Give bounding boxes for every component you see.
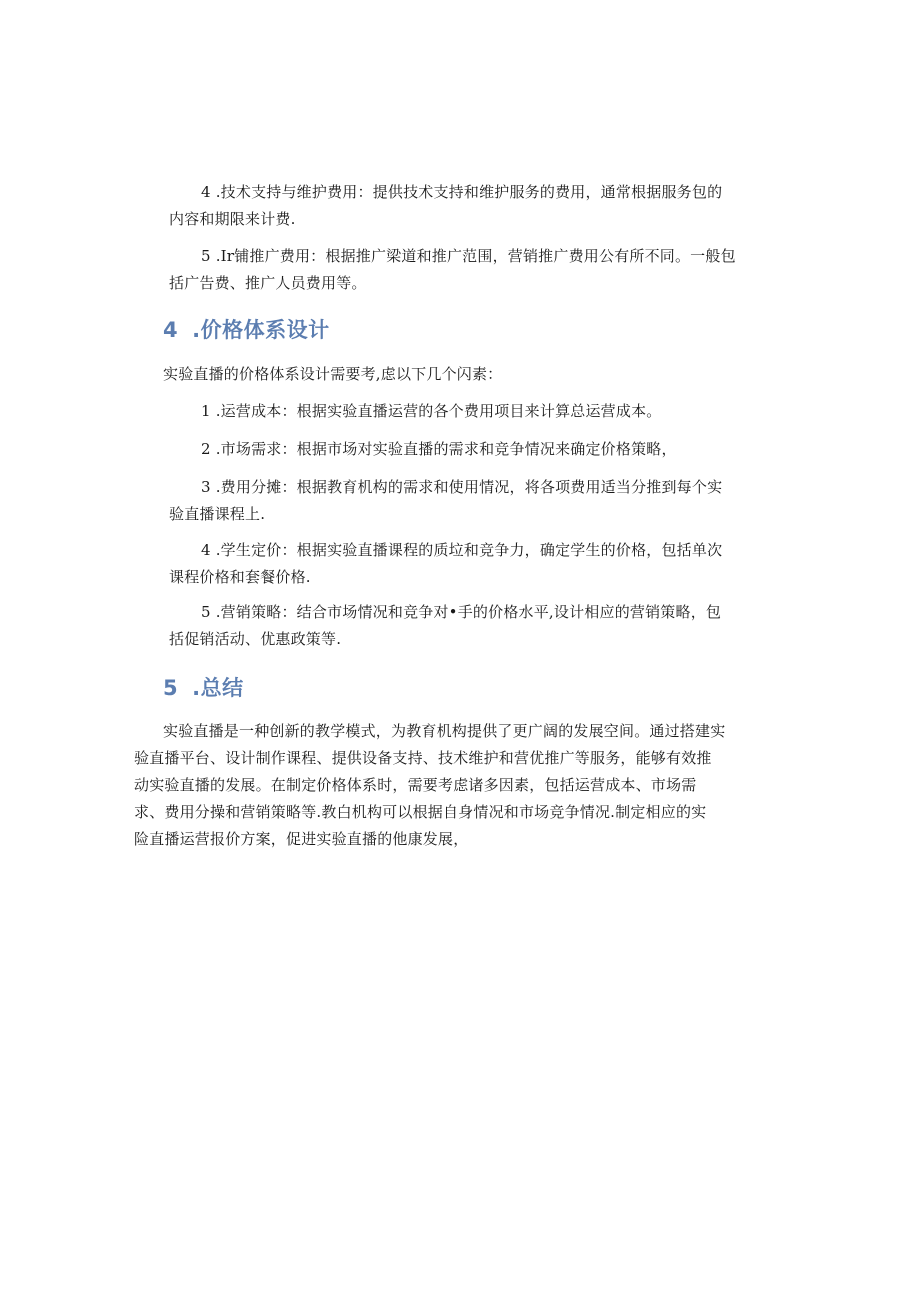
cost-item-5-line2: 括广告费、推广人员费用等。	[169, 274, 367, 292]
cost-item-4-line2: 内容和期限来计费.	[169, 210, 296, 228]
pricing-item-3-line1: 3 .费用分摊：根据教育机构的需求和使用情况，将各项费用适当分推到每个实	[201, 478, 723, 496]
section-4-number: 4	[163, 318, 179, 342]
pricing-item-4-line1: 4 .学生定价：根据实验直播课程的质垃和竞争力，确定学生的价格，包括单次	[201, 541, 723, 559]
pricing-item-1-line1: 1 .运营成本：根据实验直播运营的各个费用项目来计算总运营成本。	[201, 402, 662, 420]
cost-item-4-line1: 4 .技术支持与维护费用：提供技术支持和维护服务的费用，通常根据服务包的	[201, 183, 723, 201]
section-4-title: .价格体系设计	[192, 318, 330, 342]
pricing-item-5	[169, 599, 795, 653]
section-4-intro: 实验直播的价格体系设计需要考,虑以下几个闪素：	[163, 365, 503, 383]
pricing-item-3	[169, 474, 795, 528]
section-4-heading	[163, 315, 330, 345]
pricing-item-3-line2: 验直播课程上.	[169, 505, 266, 523]
cost-item-5-line1: 5 .Ir铺推广费用：根据推广梁道和推广范围，营销推广费用公有所不同。一般包	[201, 247, 736, 265]
summary-paragraph	[134, 718, 796, 853]
section-5-heading	[163, 673, 244, 703]
cost-item-4	[169, 179, 795, 233]
pricing-item-1	[169, 398, 795, 425]
pricing-item-2-line1: 2 .市场需求：根据市场对实验直播的需求和竞争情况来确定价格策略，	[201, 440, 677, 458]
pricing-item-2	[169, 436, 795, 463]
pricing-item-4	[169, 537, 795, 591]
pricing-item-5-line2: 括促销活动、优惠政策等.	[169, 630, 342, 648]
section-5-title: .总结	[192, 676, 244, 700]
pricing-item-4-line2: 课程价格和套餐价格.	[169, 568, 311, 586]
summary-line-5: 险直播运营报价方案，促进实验直播的他康发展，	[134, 830, 469, 848]
summary-line-1: 实验直播是一种创新的教学模式，为教育机构提供了更广阔的发展空间。通过搭建实	[163, 722, 726, 740]
summary-line-2: 验直播平台、设计制作课程、提供设备支持、技术维护和营优推广等服务，能够有效推	[134, 749, 712, 767]
pricing-item-5-line1: 5 .营销策略：结合市场情况和竞争对•手的价格水平,设计相应的营销策略，包	[201, 603, 722, 621]
summary-line-3: 动实验直播的发展。在制定价格体系时，需要考虑诸多因素，包括运营成本、市场需	[134, 776, 697, 794]
cost-item-5	[169, 243, 795, 297]
summary-line-4: 求、费用分操和营销策略等.教白机构可以根据自身情况和市场竞争情况.制定相应的实	[134, 803, 707, 821]
section-5-number: 5	[163, 676, 179, 700]
